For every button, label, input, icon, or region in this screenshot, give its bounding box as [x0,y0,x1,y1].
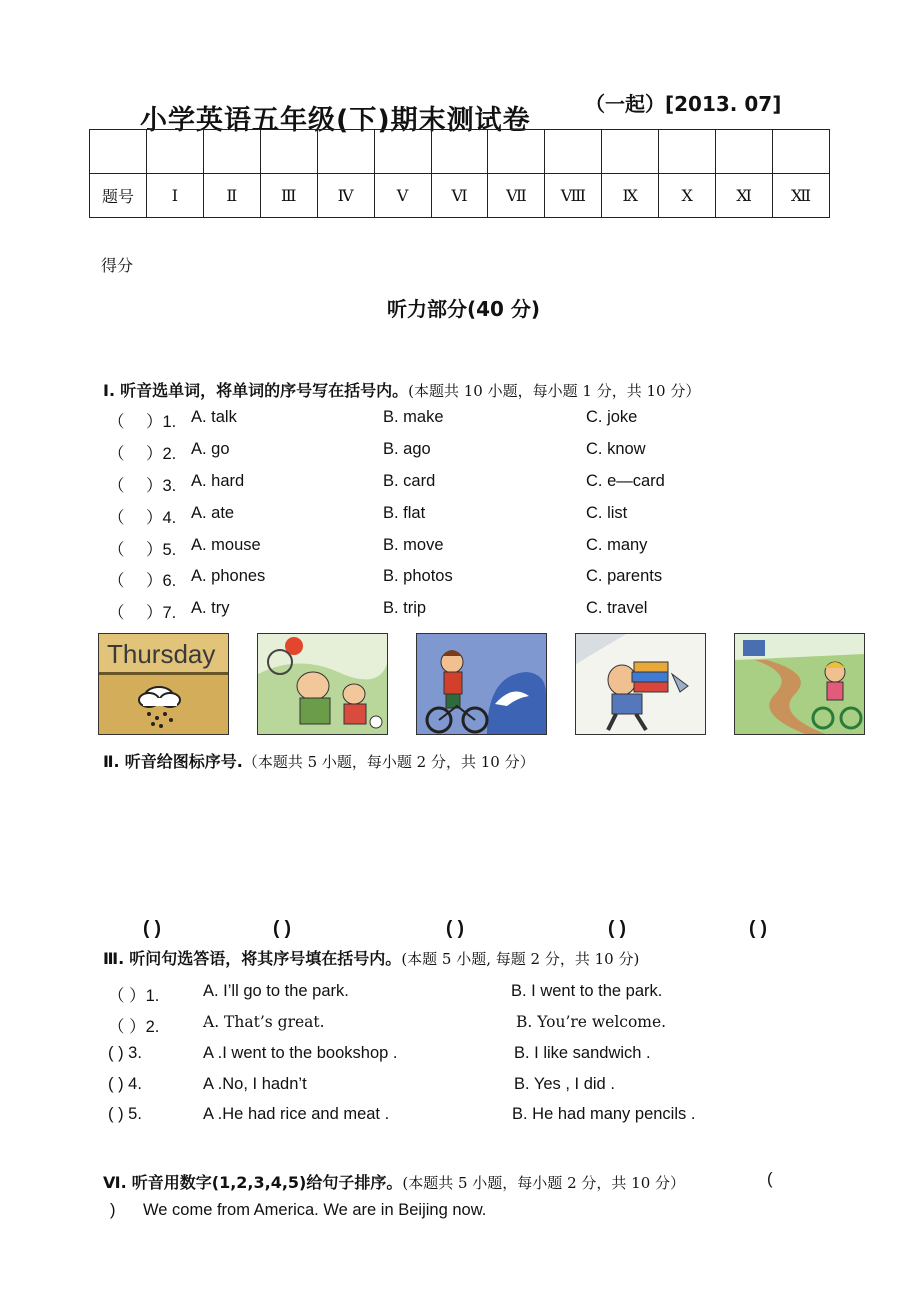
option-b: B. I went to the park. [511,982,663,1000]
picture-girl-cycling-road [734,633,865,735]
section3-num: Ⅲ. [103,949,125,968]
score-cell[interactable] [260,130,317,174]
col-header: Ⅵ [431,174,488,218]
row-label: 题号 [90,174,147,218]
item-paren-number[interactable]: ( ) 4. [108,1075,142,1093]
section2-note: （本题共 5 小题，每小题 2 分，共 10 分） [242,753,535,771]
ordering-sentence: We come from America. We are in Beijing now. [143,1201,487,1219]
option-c: C. many [586,536,648,554]
option-b: B. move [383,536,444,554]
option-a: A .He had rice and meat . [203,1105,390,1123]
answer-paren-close: ) [110,1201,116,1219]
option-a: A. try [191,599,230,617]
score-cell[interactable] [545,130,602,174]
item-number: ）2. [146,445,177,463]
section3-title: 听问句选答语，将其序号填在括号内。 [129,949,402,968]
option-a: A. go [191,440,230,458]
item-number: ）6. [146,572,177,590]
answer-paren[interactable]: （ [108,445,125,463]
score-cell[interactable] [773,130,830,174]
girl-road-illustration [735,634,864,734]
col-header: Ⅺ [716,174,773,218]
section1-heading [103,378,700,401]
col-header: Ⅴ [374,174,431,218]
section2-heading [103,749,535,772]
option-b: B. ago [383,440,431,458]
item-number: ）7. [146,604,177,622]
score-cell[interactable] [374,130,431,174]
option-c: C. joke [586,408,638,426]
answer-paren[interactable]: （ [108,604,125,622]
thursday-rain-illustration [99,634,228,734]
item-number: ）3. [146,477,177,495]
option-a: A. talk [191,408,237,426]
answer-paren-open[interactable]: ( [767,1170,773,1188]
score-cell[interactable] [146,130,203,174]
section4-title: 听音用数字(1,2,3,4,5)给句子排序。 [131,1173,403,1192]
option-a: A. mouse [191,536,261,554]
section4-note: (本题共 5 小题，每小题 2 分，共 10 分） [402,1174,686,1192]
section1-note: (本题共 10 小题，每小题 1 分，共 10 分） [408,382,701,400]
question-number-row [90,174,830,218]
answer-paren[interactable]: （ [108,541,125,559]
option-b: B. trip [383,599,427,617]
picture-boy-cycling [416,633,547,735]
option-c: C. e—card [586,472,665,490]
item-paren-number[interactable]: ( ) 3. [108,1044,142,1062]
answer-paren[interactable]: （ [108,413,125,431]
section3-note: (本题 5 小题, 每题 2 分，共 10 分) [401,950,640,968]
score-cell[interactable] [602,130,659,174]
picture-answer-blank[interactable]: ( ) [608,918,626,939]
option-a: A. ate [191,504,235,522]
option-c: C. list [586,504,628,522]
col-header: Ⅻ [773,174,830,218]
item-paren-number[interactable]: （ ）2. [108,1018,160,1036]
picture-kids-playing [257,633,388,735]
option-b: B. make [383,408,444,426]
score-cell[interactable] [716,130,773,174]
option-a: A. I’ll go to the park. [203,982,349,1000]
answer-paren[interactable]: （ [108,477,125,495]
picture-thursday [98,633,229,735]
section4-num: Ⅵ. [103,1173,127,1192]
option-c: C. parents [586,567,663,585]
score-cell[interactable] [431,130,488,174]
option-a: A .I went to the bookshop . [203,1044,398,1062]
page-subtitle: （一起）[2013. 07] [585,92,782,116]
section4-heading [103,1170,685,1193]
option-b: B. photos [383,567,453,585]
col-header: Ⅶ [488,174,545,218]
col-header: Ⅸ [602,174,659,218]
picture-answer-blank[interactable]: ( ) [273,918,291,939]
col-header: Ⅲ [260,174,317,218]
answer-paren[interactable]: （ [108,572,125,590]
option-a: A .No, I hadn’t [203,1075,307,1093]
score-cell[interactable] [488,130,545,174]
section1-title: 听音选单词，将单词的序号写在括号内。 [120,381,409,400]
page-title: 小学英语五年级(下)期末测试卷 [140,105,531,136]
item-number: ）4. [146,509,177,527]
col-header: Ⅰ [146,174,203,218]
col-header: Ⅳ [317,174,374,218]
option-b: B. You’re welcome. [516,1013,667,1031]
option-a: A. phones [191,567,266,585]
col-header: Ⅹ [659,174,716,218]
item-paren-number[interactable]: （ ）1. [108,987,160,1005]
picture-answer-blank[interactable]: ( ) [749,918,767,939]
listening-heading: 听力部分(40 分) [387,297,541,321]
section1-num: Ⅰ. [103,381,116,400]
item-paren-number[interactable]: ( ) 5. [108,1105,142,1123]
option-b: B. flat [383,504,426,522]
option-b: B. card [383,472,436,490]
score-label: 得分 [101,256,134,275]
answer-paren[interactable]: （ [108,509,125,527]
option-b: B. Yes , I did . [514,1075,615,1093]
kids-playing-illustration [258,634,387,734]
score-cell[interactable] [90,130,147,174]
section2-num: Ⅱ. [103,752,120,771]
col-header: Ⅷ [545,174,602,218]
thursday-text: Thursday [107,639,216,669]
option-c: C. know [586,440,646,458]
picture-answer-blank[interactable]: ( ) [143,918,161,939]
score-cell[interactable] [317,130,374,174]
section2-title: 听音给图标序号. [124,752,243,771]
picture-answer-blank[interactable]: ( ) [446,918,464,939]
score-cell[interactable] [203,130,260,174]
option-a: A. That’s great. [203,1013,325,1031]
section3-heading [103,946,639,969]
boy-cycling-illustration [417,634,546,734]
option-b: B. He had many pencils . [512,1105,696,1123]
item-number: ）5. [146,541,177,559]
score-blank-row [90,130,830,174]
boy-books-illustration [576,634,705,734]
option-c: C. travel [586,599,648,617]
score-table [89,129,830,218]
col-header: Ⅱ [203,174,260,218]
option-a: A. hard [191,472,245,490]
option-b: B. I like sandwich . [514,1044,651,1062]
score-cell[interactable] [659,130,716,174]
picture-boy-carrying-books [575,633,706,735]
item-number: ）1. [146,413,177,431]
